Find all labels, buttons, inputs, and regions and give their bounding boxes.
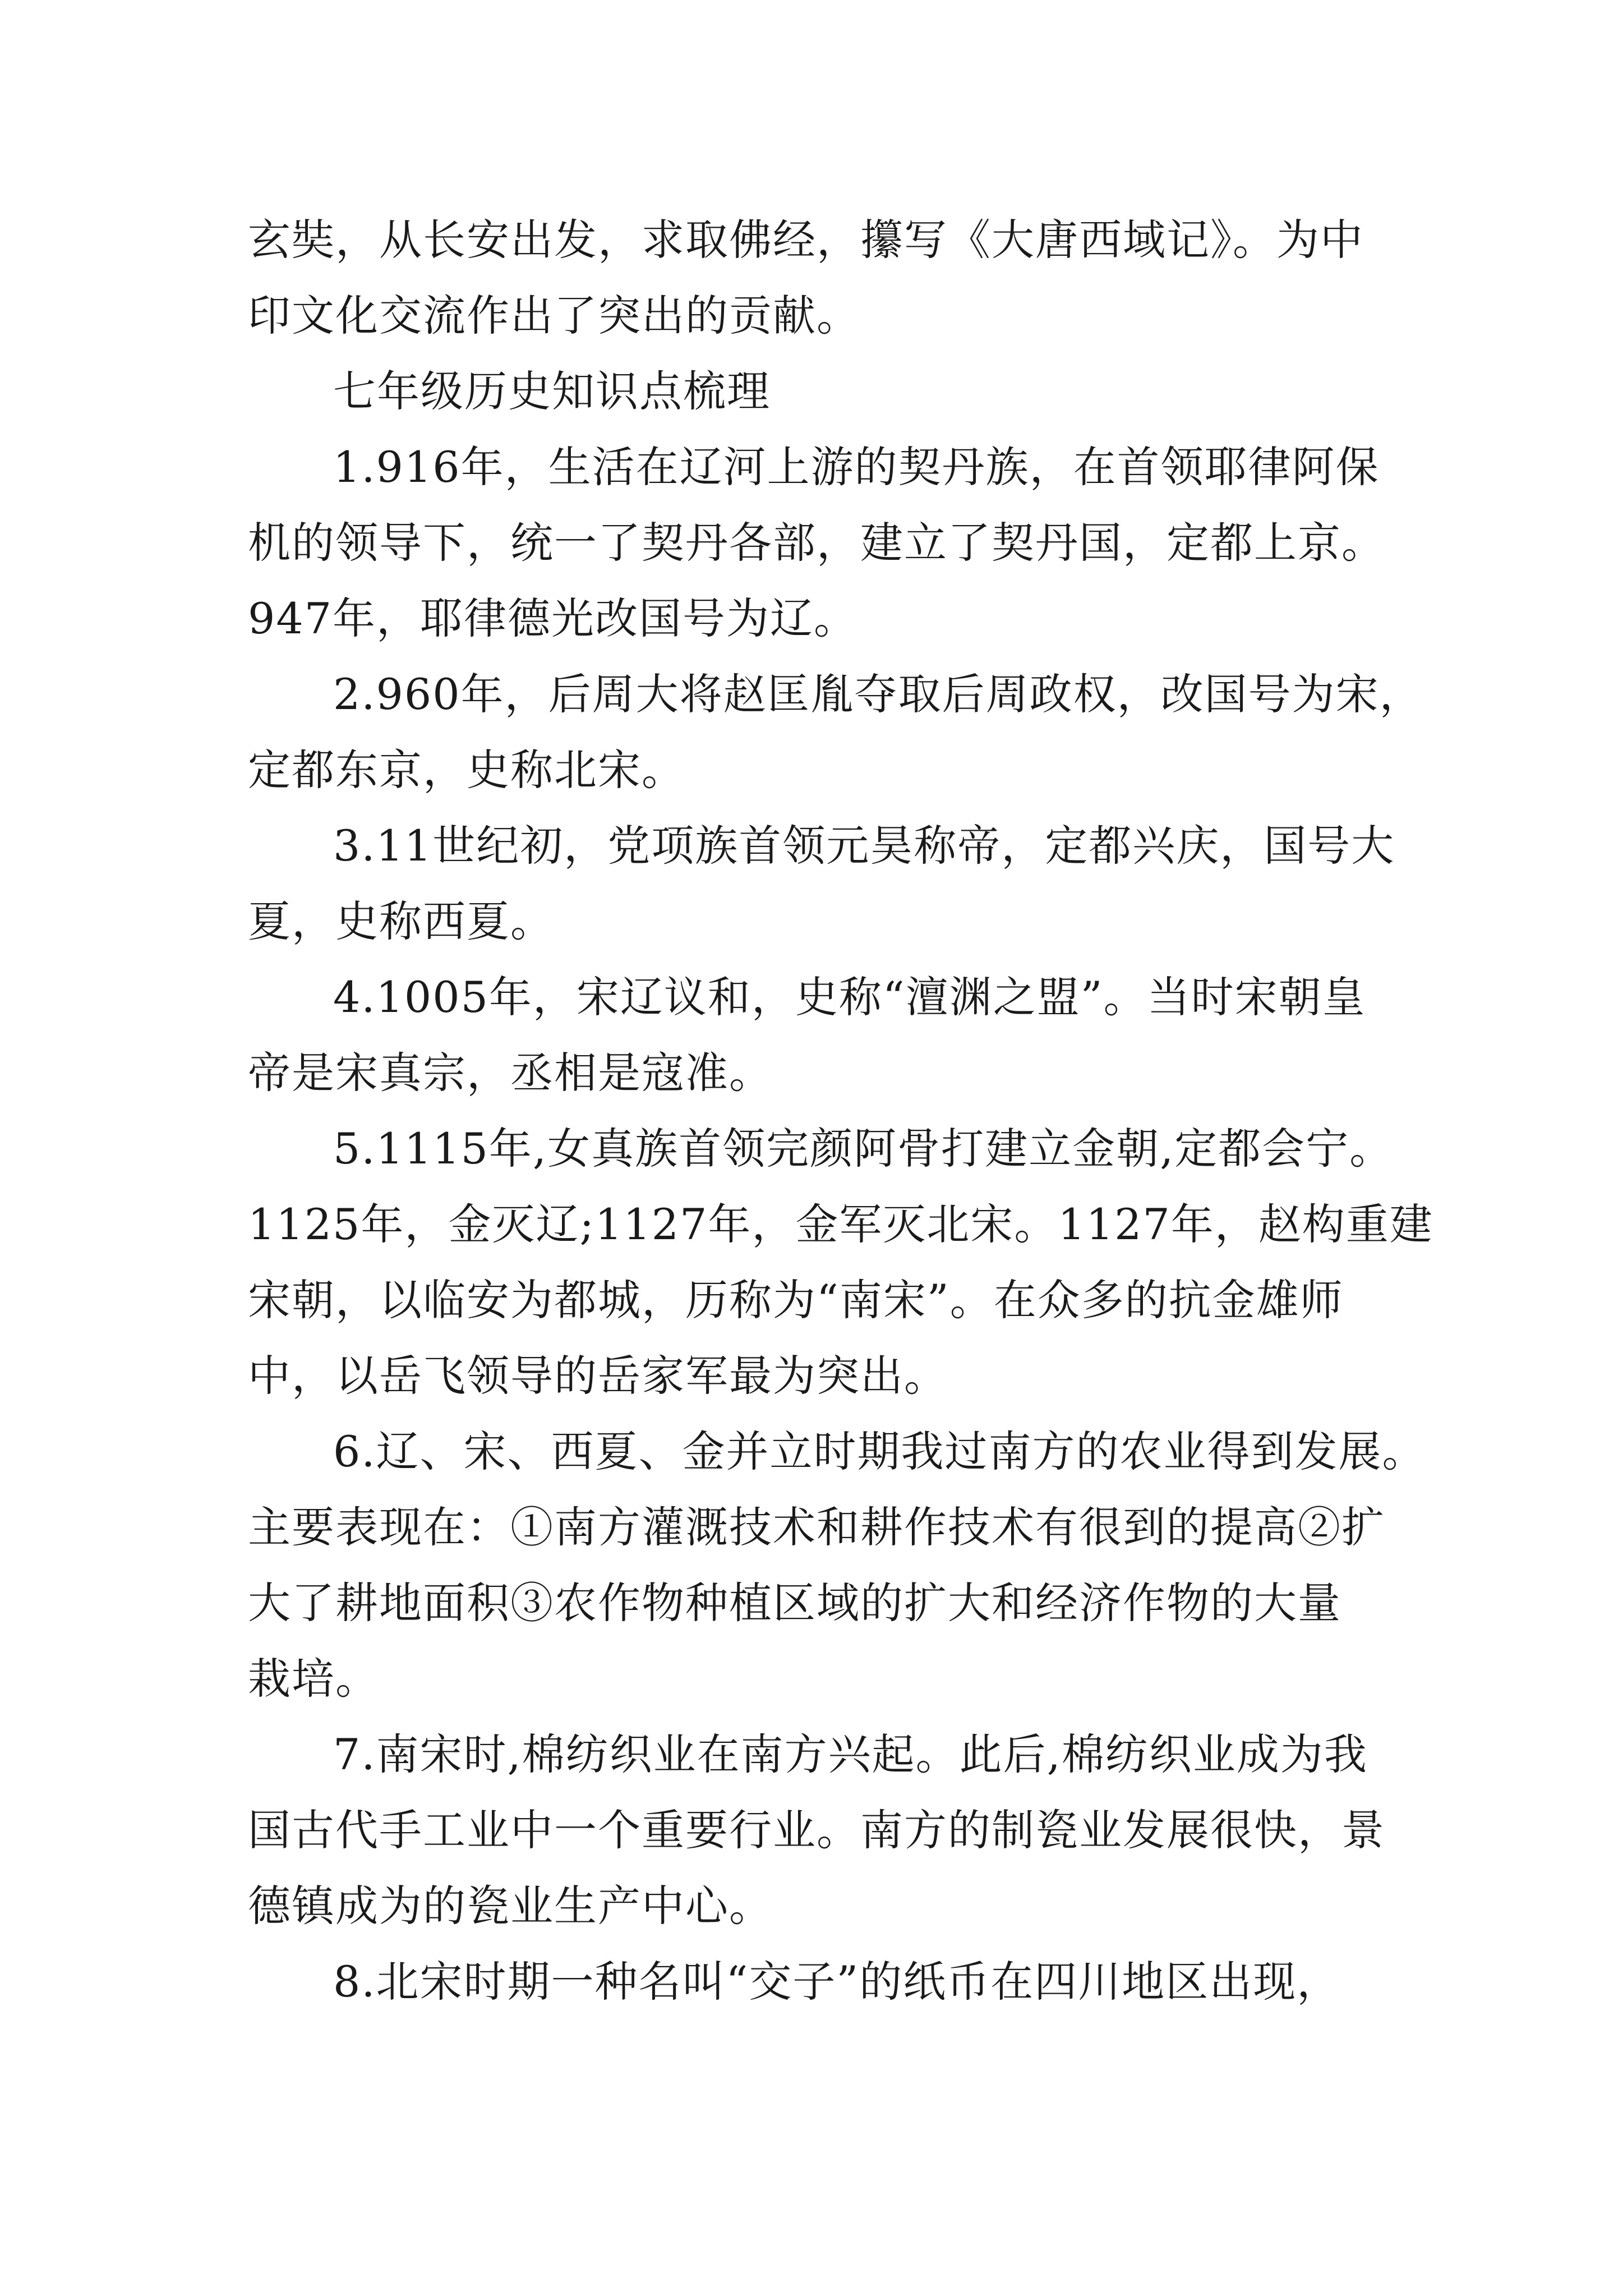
text-line: 七年级历史知识点梳理: [333, 366, 771, 416]
text-line: 夏，史称西夏。: [248, 896, 554, 946]
text-line: 栽培。: [248, 1654, 379, 1704]
paragraph: [248, 1111, 1433, 1414]
paragraph: [248, 202, 1392, 353]
paragraph: [248, 959, 1392, 1111]
paragraph: [248, 808, 1395, 959]
paragraph: [248, 1944, 1392, 2019]
text-line: 3.11世纪初，党项族首领元昊称帝，定都兴庆，国号大: [333, 821, 1395, 871]
paragraph: [248, 1414, 1426, 1717]
text-line: 2.960年，后周大将赵匡胤夺取后周政权，改国号为宋，: [333, 669, 1423, 719]
document-page: [248, 202, 1433, 2019]
paragraph: [248, 353, 1392, 429]
text-line: 定都东京，史称北宋。: [248, 745, 685, 795]
paragraph: [248, 1717, 1392, 1944]
text-line: 德镇成为的瓷业生产中心。: [248, 1881, 773, 1931]
text-line: 国古代手工业中一个重要行业。南方的制瓷业发展很快，景: [248, 1805, 1385, 1855]
document-body: [248, 202, 1433, 2019]
text-line: 4.1005年，宋辽议和，史称“澶渊之盟”。当时宋朝皇: [333, 972, 1366, 1022]
text-line: 947年，耶律德光改国号为辽。: [248, 593, 858, 643]
text-line: 6.辽、宋、西夏、金并立时期我过南方的农业得到发展。: [333, 1427, 1426, 1476]
text-line: 宋朝，以临安为都城，历称为“南宋”。在众多的抗金雄师: [248, 1275, 1344, 1325]
text-line: 印文化交流作出了突出的贡献。: [248, 291, 860, 341]
text-line: 帝是宋真宗，丞相是寇准。: [248, 1048, 773, 1098]
text-line: 1125年，金灭辽;1127年，金军灭北宋。1127年，赵构重建: [248, 1199, 1433, 1249]
text-line: 中，以岳飞领导的岳家军最为突出。: [248, 1351, 948, 1401]
text-line: 7.南宋时,棉纺织业在南方兴起。此后,棉纺织业成为我: [333, 1729, 1368, 1779]
text-line: 8.北宋时期一种名叫“交子”的纸币在四川地区出现，: [333, 1957, 1341, 2007]
text-line: 大了耕地面积③农作物种植区域的扩大和经济作物的大量: [248, 1578, 1341, 1628]
text-line: 1.916年，生活在辽河上游的契丹族，在首领耶律阿保: [333, 442, 1380, 492]
text-line: 主要表现在：①南方灌溉技术和耕作技术有很到的提高②扩: [248, 1502, 1385, 1552]
paragraph: [248, 429, 1392, 656]
paragraph: [248, 656, 1423, 808]
text-line: 玄奘，从长安出发，求取佛经，攥写《大唐西域记》。为中: [248, 215, 1364, 265]
text-line: 机的领导下，统一了契丹各部，建立了契丹国，定都上京。: [248, 518, 1385, 568]
text-line: 5.1115年,女真族首领完颜阿骨打建立金朝,定都会宁。: [333, 1124, 1394, 1174]
